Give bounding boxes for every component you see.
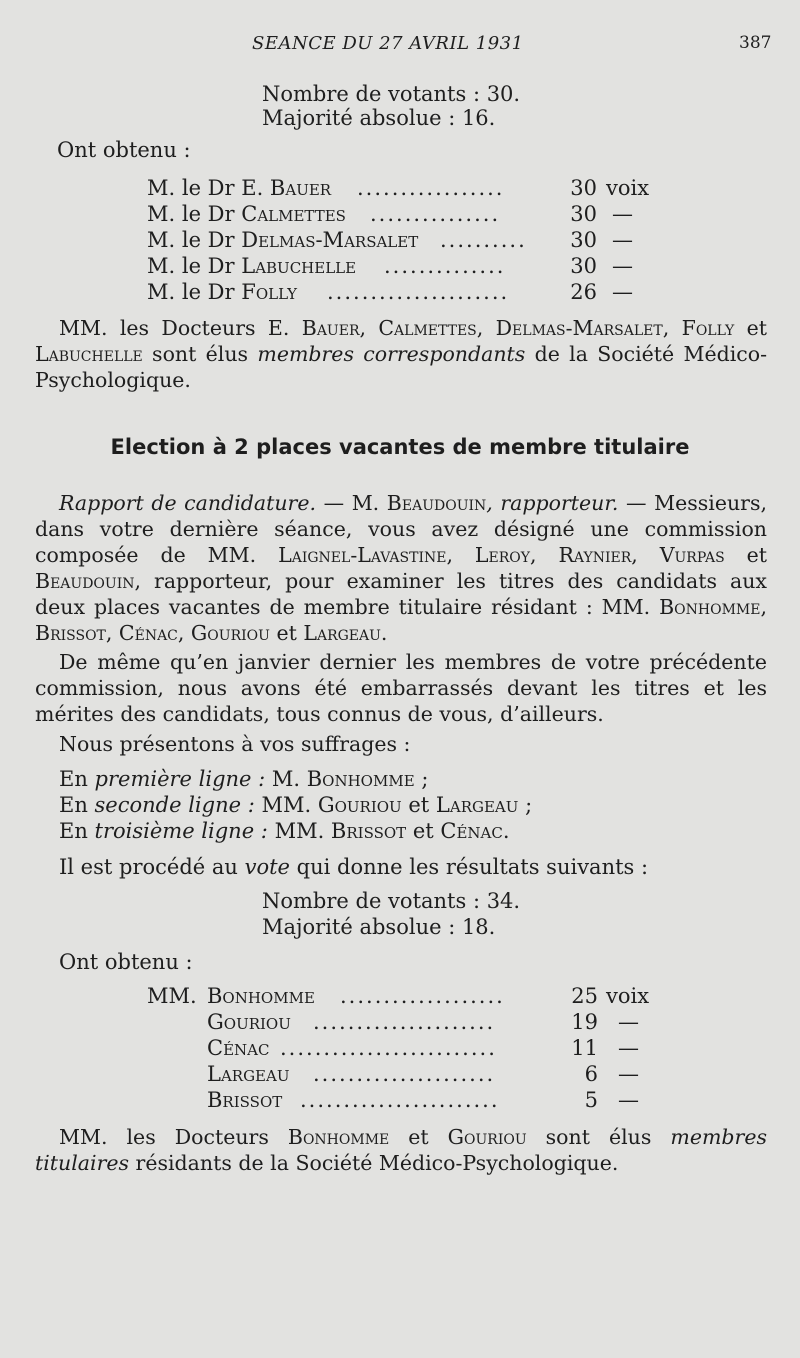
elected-name: Labuchelle: [35, 342, 143, 366]
text-run: Il est procédé au: [59, 855, 245, 879]
result-name: E. Bauer: [241, 176, 332, 200]
text-run: MM. les Docteurs: [59, 1125, 288, 1149]
election-result-paragraph-2: [35, 1124, 767, 1176]
page-number: 387: [739, 33, 772, 53]
result-prefix: M. le Dr: [147, 228, 235, 252]
text-run: En: [59, 793, 95, 817]
result-count: 5: [584, 1088, 598, 1112]
rapport-label: Rapport de candidature.: [59, 491, 317, 515]
paragraph-suffrages: [35, 731, 767, 757]
vote-intro: [59, 857, 648, 878]
result-name: Largeau: [207, 1062, 290, 1086]
result-name: Cénac: [207, 1036, 270, 1060]
text-run: et: [401, 793, 436, 817]
emphasis: membres titulaires: [35, 1125, 767, 1175]
text-run: En: [59, 767, 95, 791]
text-run: En: [59, 819, 95, 843]
result-count: 30: [570, 254, 597, 278]
text-run: et: [734, 316, 767, 340]
text-run: résidants de la Société Médico-Psychologique.: [129, 1151, 619, 1175]
result-name: Gouriou: [207, 1010, 291, 1034]
paragraph-de-meme: [35, 649, 767, 727]
result-row: [147, 256, 356, 277]
majorite-absolue: Majorité absolue : 18.: [262, 915, 496, 939]
leader-dots: .........................: [280, 1036, 497, 1060]
text-run: .: [380, 621, 388, 645]
leader-dots: .....................: [327, 280, 510, 304]
result-prefix: M. le Dr: [147, 280, 235, 304]
text-run: sont élus: [142, 342, 258, 366]
text-run: et: [724, 543, 768, 567]
ligne-seconde: [59, 795, 532, 816]
leader-dots: .....................: [313, 1010, 496, 1034]
result-row: [147, 282, 297, 303]
leader-dots: ..........: [440, 228, 527, 252]
candidate-name: Largeau: [303, 621, 381, 645]
ont-obtenu-label: Ont obtenu :: [59, 950, 193, 974]
result-unit: —: [618, 1036, 639, 1060]
text-run: , rapporteur, pour examiner les titres des candidats aux deux places vacantes de membre titulaire résidant : MM.: [35, 569, 767, 619]
result-name: Labuchelle: [241, 254, 357, 278]
candidate-name: Gouriou: [317, 793, 402, 817]
leader-dots: .....................: [313, 1062, 496, 1086]
result-row: [147, 230, 418, 251]
votants-count: Nombre de votants : 34.: [262, 889, 521, 913]
candidate-name: Bonhomme: [306, 767, 415, 791]
votants-count: Nombre de votants : 30.: [262, 82, 521, 106]
result-unit: —: [612, 254, 633, 278]
text-run: et: [389, 1125, 448, 1149]
result-count: 25: [571, 984, 598, 1008]
running-header: SEANCE DU 27 AVRIL 1931: [252, 33, 524, 54]
ont-obtenu-label: Ont obtenu :: [57, 138, 191, 162]
text-run: et: [269, 621, 304, 645]
leader-dots: ..............: [384, 254, 506, 278]
text-run: — M.: [316, 491, 387, 515]
result-name: Calmettes: [241, 202, 346, 226]
text-run: qui donne les résultats suivants :: [289, 855, 649, 879]
text-run: sont élus: [526, 1125, 671, 1149]
result-count: 30: [570, 228, 597, 252]
result-unit: —: [612, 280, 633, 304]
result-count: 19: [571, 1010, 598, 1034]
result-prefix: M. le Dr: [147, 176, 235, 200]
result-unit: —: [618, 1088, 639, 1112]
emphasis: première ligne :: [94, 767, 266, 791]
emphasis: membres correspondants: [257, 342, 526, 366]
text-run: — Messieurs, dans votre dernière séance, vous avez désigné une commission composée de MM.: [35, 491, 768, 567]
result-count: 6: [584, 1062, 598, 1086]
text-run: ;: [518, 793, 533, 817]
result-count: 30: [570, 202, 597, 226]
emphasis: troisième ligne :: [94, 819, 268, 843]
result-unit: voix: [606, 176, 650, 200]
candidate-name: Cénac: [440, 819, 503, 843]
emphasis: seconde ligne :: [94, 793, 255, 817]
rapporteur-role: , rapporteur.: [486, 491, 619, 515]
leader-dots: ...................: [340, 984, 505, 1008]
leader-dots: .................: [357, 176, 505, 200]
commission-names: Laignel-Lavastine, Leroy, Raynier, Vurpas: [278, 543, 725, 567]
candidate-name: Largeau: [435, 793, 519, 817]
paragraph-text: Nous présentons à vos suffrages :: [59, 732, 411, 756]
commission-name: Beaudouin: [35, 569, 135, 593]
result-prefix: M. le Dr: [147, 254, 235, 278]
section-heading: Election à 2 places vacantes de membre titulaire: [110, 435, 690, 459]
majorite-absolue: Majorité absolue : 16.: [262, 106, 496, 130]
text-run: MM.: [254, 793, 318, 817]
result-count: 26: [570, 280, 597, 304]
election-result-paragraph-1: [35, 315, 767, 393]
candidate-name: Brissot: [330, 819, 407, 843]
text-run: ;: [414, 767, 429, 791]
ligne-premiere: [59, 769, 428, 790]
result-unit: —: [612, 202, 633, 226]
result-unit: —: [618, 1010, 639, 1034]
text-run: M.: [265, 767, 307, 791]
result-prefix: M. le Dr: [147, 202, 235, 226]
elected-names: E. Bauer, Calmettes, Delmas-Marsalet, Folly: [267, 316, 735, 340]
result-unit: voix: [606, 984, 650, 1008]
result-unit: —: [612, 228, 633, 252]
result-name: Folly: [241, 280, 297, 304]
emphasis: vote: [244, 855, 290, 879]
text-run: MM.: [267, 819, 331, 843]
mm-label: MM.: [147, 984, 197, 1008]
result-name: Delmas-Marsalet: [241, 228, 419, 252]
text-run: et: [406, 819, 441, 843]
result-row: [147, 204, 346, 225]
rapporteur-name: Beaudouin: [386, 491, 487, 515]
result-name: Brissot: [207, 1088, 283, 1112]
result-count: 30: [570, 176, 597, 200]
ligne-troisieme: [59, 821, 510, 842]
result-name: Bonhomme: [207, 984, 315, 1008]
result-row: [147, 178, 331, 199]
rapport-paragraph: [35, 490, 767, 646]
elected-name: Bonhomme: [287, 1125, 390, 1149]
result-count: 11: [571, 1036, 598, 1060]
leader-dots: .......................: [300, 1088, 500, 1112]
elected-name: Gouriou: [447, 1125, 527, 1149]
paragraph-text: De même qu’en janvier dernier les membres de votre précédente commission, nous avons été embarrassés devant les titres et les mérites des candidats, tous connus de vous, d’ailleurs.: [35, 650, 767, 726]
candidate-names: Bonhomme, Brissot, Cénac, Gouriou: [35, 595, 767, 645]
text-run: MM. les Docteurs: [59, 316, 268, 340]
text-run: .: [502, 819, 510, 843]
text-run: de la Société Médico-Psychologique.: [35, 342, 768, 392]
result-unit: —: [618, 1062, 639, 1086]
leader-dots: ...............: [370, 202, 501, 226]
